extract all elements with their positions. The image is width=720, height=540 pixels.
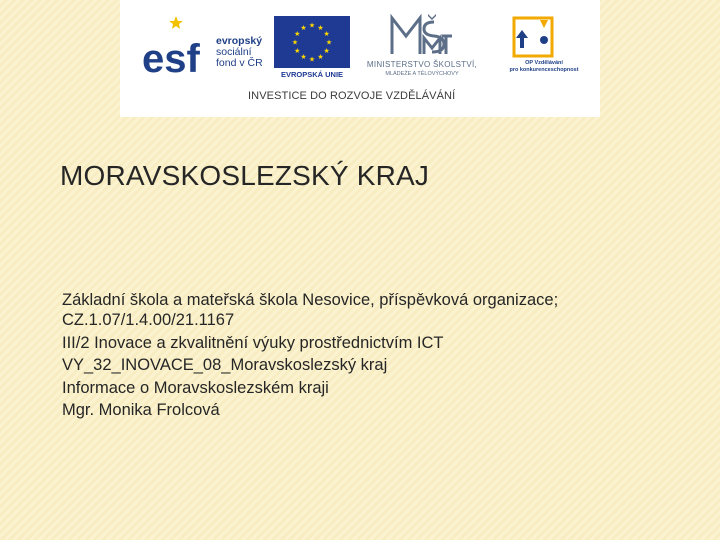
eu-star-icon: ★ [323, 31, 330, 38]
eu-label: EVROPSKÁ UNIE [280, 70, 344, 79]
op-logo [490, 10, 590, 86]
body-line-author: Mgr. Monika Frolcová [62, 401, 220, 419]
slide-title: MORAVSKOSLEZSKÝ KRAJ [60, 160, 430, 191]
body-line-school: Základní škola a mateřská škola Nesovice, příspěvková organizace; [62, 291, 559, 309]
op-wordmark [498, 60, 590, 74]
eu-star-icon: ★ [300, 24, 307, 32]
esf-line-1: evropský [216, 35, 263, 47]
msmt-line-1: MINISTERSTVO ŠKOLSTVÍ, [366, 60, 478, 69]
eu-star-icon: ★ [317, 24, 324, 32]
body-line-project-code: CZ.1.07/1.4.00/21.1167 [62, 311, 235, 329]
eu-star-icon: ★ [294, 48, 301, 55]
eu-logo [274, 16, 350, 82]
investment-tagline: INVESTICE DO ROZVOJE VZDĚLÁVÁNÍ [248, 90, 456, 102]
eu-star-icon: ★ [323, 48, 330, 55]
eu-star-icon: ★ [291, 39, 299, 47]
eu-star-icon: ★ [294, 31, 301, 38]
eu-star-icon: ★ [300, 54, 307, 62]
eu-star-icon: ★ [308, 22, 316, 30]
logo-banner [120, 0, 600, 117]
msmt-logo [358, 14, 486, 84]
eu-star-icon: ★ [308, 56, 316, 64]
esf-line-2: sociální [216, 46, 252, 58]
eu-flag-icon [274, 16, 350, 68]
svg-text:esf: esf [142, 37, 200, 78]
esf-wordmark [216, 36, 263, 69]
op-line-1: OP Vzdělávání [525, 60, 563, 66]
eu-star-icon: ★ [317, 54, 324, 62]
slide-body [62, 292, 702, 422]
op-logo-icon [508, 10, 560, 62]
esf-logo-icon [142, 14, 212, 78]
esf-logo [142, 14, 264, 78]
body-line-topic: Informace o Moravskoslezském kraji [62, 378, 329, 397]
msmt-line-2: MLÁDEŽE A TĚLOVÝCHOVY [385, 71, 459, 77]
body-line-theme: III/2 Inovace a zkvalitnění výuky prostřednictvím ICT [62, 333, 444, 352]
esf-line-3: fond v ČR [216, 57, 263, 69]
eu-star-icon: ★ [325, 39, 333, 47]
op-line-2: pro konkurenceschopnost [509, 67, 579, 73]
body-line-material-id: VY_32_INOVACE_08_Moravskoslezský kraj [62, 356, 388, 374]
msmt-logo-icon [386, 14, 456, 58]
